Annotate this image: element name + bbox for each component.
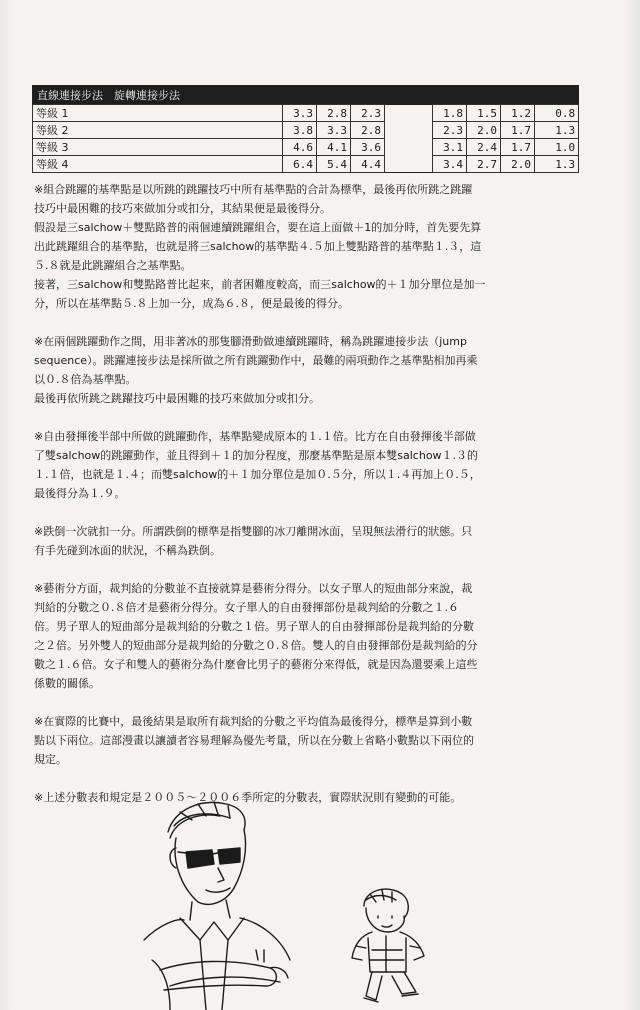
note-line: 係數的關係。: [34, 677, 100, 690]
note-line: 最後得分為１.９。: [34, 487, 126, 500]
note-line: sequence）。跳躍連接步法是採所做之所有跳躍動作中，最難的兩項動作之基準點相加再乘: [34, 354, 478, 367]
score-cell: 6.4: [283, 156, 317, 173]
score-cell: 3.1: [433, 139, 467, 156]
score-cell: 1.0: [535, 139, 579, 156]
note-line: 了雙salchow的跳躍動作，並且得到＋１的加分程度，那麼基準點是原本雙salchow１.３的: [34, 449, 479, 462]
note-line: 接著，三salchow和雙點路普比起來，前者困難度較高，而三salchow的＋１加分單位是加一: [34, 278, 486, 291]
note-paragraph: [34, 712, 589, 769]
note-paragraph: [34, 579, 589, 693]
score-cell: 1.7: [501, 122, 535, 139]
column-gap: [385, 105, 433, 122]
score-cell: 3.8: [283, 122, 317, 139]
score-cell: 0.8: [535, 105, 579, 122]
note-line: ５.８就是此跳躍組合之基準點。: [34, 259, 192, 272]
note-line: 出此跳躍組合的基準點，也就是將三salchow的基準點４.５加上雙點路普的基準點１.３，這: [34, 240, 482, 253]
note-paragraph: [34, 427, 589, 503]
score-cell: 1.8: [433, 105, 467, 122]
column-gap: [385, 122, 433, 139]
score-cell: 2.4: [467, 139, 501, 156]
note-line: ※在兩個跳躍動作之間，用非著冰的那隻腳滑動做連續跳躍時，稱為跳躍連接步法（jump: [34, 335, 467, 348]
note-line: ※在實際的比賽中，最後結果是取所有裁判給的分數之平均值為最後得分，標準是算到小數: [34, 715, 473, 728]
score-cell: 4.6: [283, 139, 317, 156]
score-cell: 1.5: [467, 105, 501, 122]
score-cell: 2.3: [351, 105, 385, 122]
score-cell: 1.3: [535, 156, 579, 173]
level-label: 等級 3: [33, 139, 283, 156]
score-table: [32, 85, 579, 173]
note-paragraph: [34, 332, 589, 408]
note-line: 數之１.６倍。女子和雙人的藝術分為什麼會比男子的藝術分來得低，就是因為還要乘上這些: [34, 658, 478, 671]
note-line: 之２倍。另外雙人的短曲部分是裁判給的分數之０.８倍。雙人的自由發揮部份是裁判給的分: [34, 639, 478, 652]
score-cell: 1.7: [501, 139, 535, 156]
score-cell: 4.1: [317, 139, 351, 156]
score-cell: 3.3: [283, 105, 317, 122]
score-cell: 2.0: [467, 122, 501, 139]
note-paragraph: [34, 522, 589, 560]
score-cell: 2.8: [351, 122, 385, 139]
note-line: 最後再依所跳之跳躍技巧中最困難的技巧來做加分或扣分。: [34, 392, 320, 405]
table-header: 直線連接步法 旋轉連接步法: [33, 86, 579, 105]
note-line: 規定。: [34, 753, 67, 766]
note-line: 假設是三salchow＋雙點路普的兩個連續跳躍組合，要在這上面做＋1的加分時，首先要先算: [34, 221, 482, 234]
table-row: [33, 139, 579, 156]
manga-illustration: [140, 790, 440, 1010]
level-label: 等級 2: [33, 122, 283, 139]
score-cell: 5.4: [317, 156, 351, 173]
note-line: 有手先碰到冰面的狀況，不稱為跌倒。: [34, 544, 221, 557]
score-cell: 1.3: [535, 122, 579, 139]
table-row: [33, 105, 579, 122]
table-body: [33, 105, 579, 173]
column-gap: [385, 156, 433, 173]
note-line: ※組合跳躍的基準點是以所跳的跳躍技巧中所有基準點的合計為標準，最後再依所跳之跳躍: [34, 183, 473, 196]
note-line: ※跌倒一次就扣一分。所謂跌倒的標準是指雙腳的冰刀離開冰面，呈現無法滑行的狀態。只: [34, 525, 473, 538]
note-line: 判給的分數之０.８倍才是藝術分得分。女子單人的自由發揮部份是裁判給的分數之１.６: [34, 601, 459, 614]
note-line: 技巧中最困難的技巧來做加分或扣分，其結果便是最後得分。: [34, 202, 331, 215]
level-label: 等級 1: [33, 105, 283, 122]
table-row: [33, 156, 579, 173]
note-line: ※藝術分方面，裁判給的分數並不直接就算是藝術分得分。以女子單人的短曲部分來說，裁: [34, 582, 473, 595]
score-table-container: [32, 85, 578, 173]
table-header-row: [33, 86, 579, 105]
note-paragraph: [34, 180, 589, 313]
score-cell: 3.4: [433, 156, 467, 173]
score-cell: 2.3: [433, 122, 467, 139]
note-line: ※上述分數表和規定是２００５～２００６季所定的分數表，實際狀況則有變動的可能。: [34, 791, 462, 804]
score-cell: 4.4: [351, 156, 385, 173]
score-cell: 2.8: [317, 105, 351, 122]
note-line: 以０.８倍為基準點。: [34, 373, 137, 386]
score-cell: 2.7: [467, 156, 501, 173]
note-line: １.１倍，也就是１.４；而雙salchow的＋１加分單位是加０.５分，所以１.４再加上０.５，: [34, 468, 481, 481]
level-label: 等級 4: [33, 156, 283, 173]
notes-section: [34, 180, 589, 826]
score-cell: 1.2: [501, 105, 535, 122]
note-line: ※自由發揮後半部中所做的跳躍動作，基準點變成原本的１.１倍。比方在自由發揮後半部做: [34, 430, 476, 443]
note-line: 分，所以在基準點５.８上加一分，成為６.８，便是最後的得分。: [34, 297, 349, 310]
note-line: 點以下兩位。這部漫畫以讓讀者容易理解為優先考量，所以在分數上省略小數點以下兩位的: [34, 734, 474, 747]
score-cell: 2.0: [501, 156, 535, 173]
table-row: [33, 122, 579, 139]
column-gap: [385, 139, 433, 156]
score-cell: 3.6: [351, 139, 385, 156]
note-line: 倍。男子單人的短曲部分是裁判給的分數之１倍。男子單人的自由發揮部份是裁判給的分數: [34, 620, 474, 633]
score-cell: 3.3: [317, 122, 351, 139]
